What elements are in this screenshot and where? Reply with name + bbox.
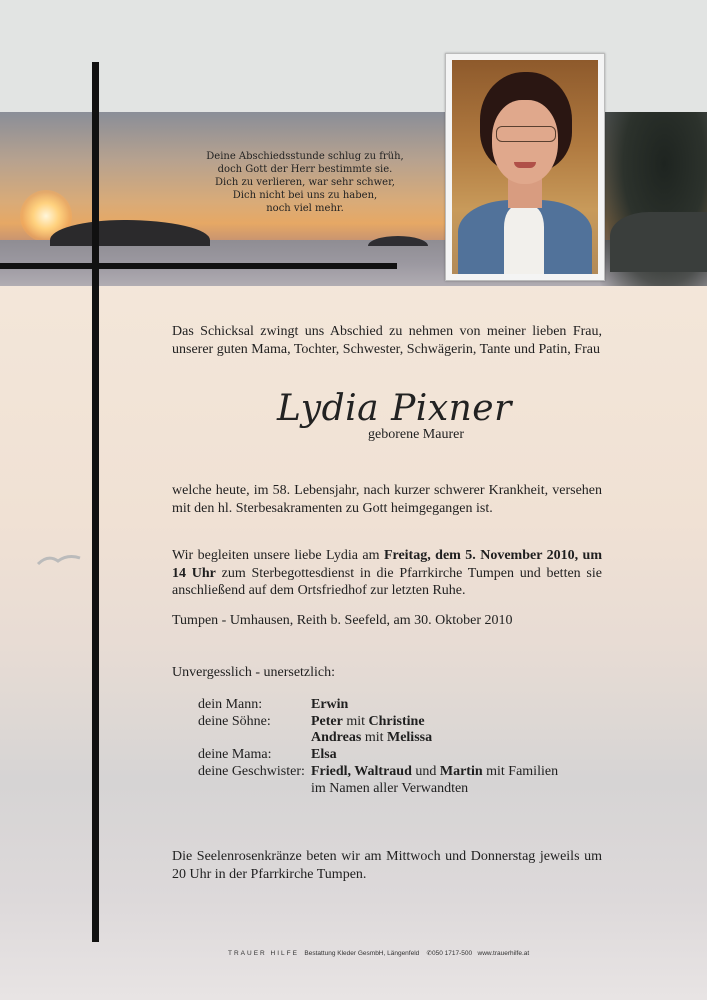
family-members xyxy=(311,730,432,747)
portrait-photo xyxy=(452,60,598,274)
family-members xyxy=(311,764,558,781)
family-list xyxy=(198,697,558,797)
cross-vertical-bar xyxy=(92,62,99,942)
family-role: dein Mann: xyxy=(198,697,263,712)
phone-icon: ✆ xyxy=(426,950,432,957)
deceased-name: Lydia Pixner xyxy=(277,388,512,429)
funeral-text-pre: Wir begleiten unsere liebe Lydia am xyxy=(172,548,384,563)
funeral-text-post: zum Sterbegottesdienst in die Pfarrkirche Tumpen und betten sie anschließend auf dem Ortsfriedhof zur letzten Ruhe. xyxy=(172,565,602,598)
footer-web: www.trauerhilfe.at xyxy=(477,950,530,957)
island-small xyxy=(368,236,428,246)
intro-text: Das Schicksal zwingt uns Abschied zu nehmen von meiner lieben Frau, unserer guten Mama, Tochter, Schwester, Schwägerin, Tante und Patin, Frau xyxy=(172,324,602,357)
family-connector: mit Familien xyxy=(482,763,559,779)
passing-text: welche heute, im 58. Lebensjahr, nach kurzer schwerer Krankheit, versehen mit den hl. Sterbesakramenten zu Gott heimgegangen ist. xyxy=(172,483,602,516)
island xyxy=(50,220,210,246)
family-member: Christine xyxy=(368,713,425,729)
portrait-face xyxy=(492,100,558,184)
family-member: Peter xyxy=(311,713,343,729)
family-row-siblings xyxy=(198,764,558,781)
family-member: Andreas xyxy=(311,730,362,746)
footer-company: Bestattung Kleder GesmbH, Längenfeld xyxy=(304,950,420,957)
portrait-glasses xyxy=(496,126,556,142)
family-member: Elsa xyxy=(311,747,337,763)
verse: Deine Abschiedsstunde schlug zu früh, doch Gott der Herr bestimmte sie. Dich zu verlieren, war sehr schwer, Dich nicht bei uns zu haben, noch viel mehr. xyxy=(206,151,404,214)
family-connector: mit xyxy=(342,713,369,729)
family-member: Martin xyxy=(439,763,483,779)
family-role: deine Geschwister: xyxy=(198,763,305,779)
family-role-empty xyxy=(198,781,311,798)
funeral-text xyxy=(172,547,602,600)
portrait-mouth xyxy=(514,162,536,168)
family-member: Melissa xyxy=(386,730,433,746)
family-row-husband xyxy=(198,697,558,714)
relatives-text: im Namen aller Verwandten xyxy=(311,780,469,796)
footer-phone: 050 1717-500 xyxy=(431,950,473,957)
family-member: Erwin xyxy=(311,697,349,712)
family-connector: und xyxy=(411,763,440,779)
rosary-text: Die Seelenrosenkränze beten wir am Mittwoch und Donnerstag jeweils um 20 Uhr in der Pfarrkirche Tumpen. xyxy=(172,849,602,882)
maiden-name: geborene Maurer xyxy=(368,427,465,442)
mourners-heading: Unvergesslich - unersetzlich: xyxy=(172,665,336,680)
seagull-icon xyxy=(36,552,82,568)
funeral-date: Freitag, dem 5. November 2010, um 14 Uhr xyxy=(172,548,603,581)
family-role-empty xyxy=(198,730,311,747)
family-role: deine Mama: xyxy=(198,747,272,763)
cross-horizontal-bar xyxy=(0,263,397,269)
portrait-frame xyxy=(445,53,605,281)
family-connector: mit xyxy=(361,730,387,746)
footer xyxy=(228,949,529,957)
family-members xyxy=(311,714,425,731)
family-role: deine Söhne: xyxy=(198,713,271,729)
trauerhilfe-logo: TRAUER HILFE xyxy=(228,950,299,957)
family-row-sons-2 xyxy=(198,730,558,747)
family-row-mother xyxy=(198,747,558,764)
shore-silhouette xyxy=(610,212,707,272)
family-member: Friedl, Waltraud xyxy=(311,763,412,779)
place-date: Tumpen - Umhausen, Reith b. Seefeld, am 30. Oktober 2010 xyxy=(172,613,513,628)
family-row-sons xyxy=(198,714,558,731)
portrait-shirt xyxy=(504,206,544,274)
family-row-relatives xyxy=(198,781,558,798)
